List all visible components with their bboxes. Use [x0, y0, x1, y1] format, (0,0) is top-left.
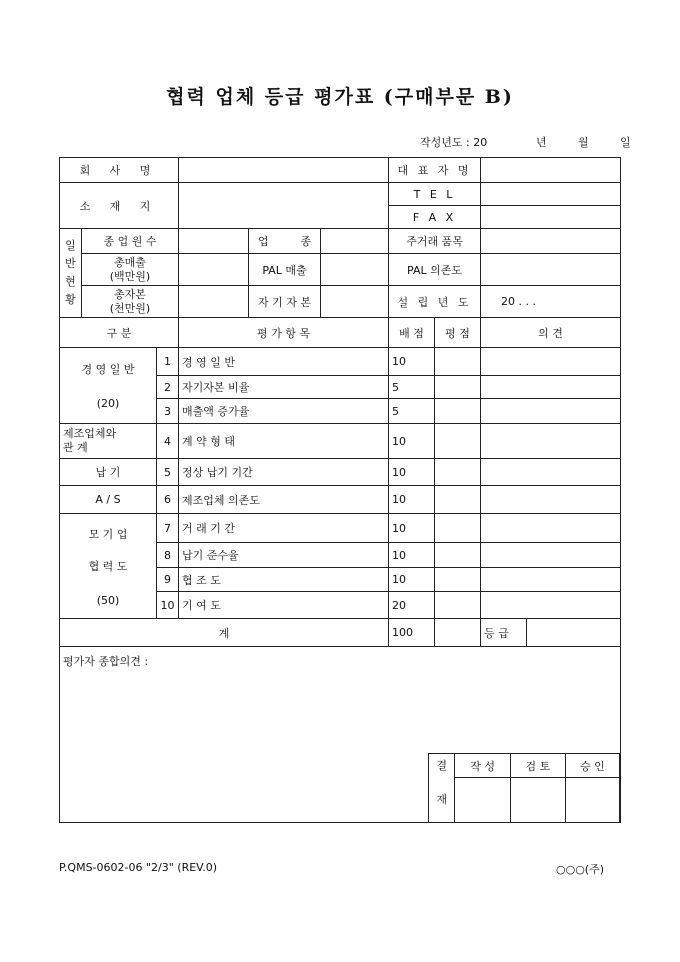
fax-label: F A X	[389, 206, 481, 229]
row-3-score[interactable]	[435, 399, 481, 424]
ceo-field[interactable]	[481, 158, 621, 183]
total-score[interactable]	[435, 619, 481, 647]
group-delivery: 납 기	[60, 459, 157, 486]
row-7-opinion[interactable]	[481, 514, 621, 543]
row-5-score[interactable]	[435, 459, 481, 486]
year-label: 작성년도 : 20	[420, 136, 488, 149]
grade-label: 등 급	[481, 619, 527, 647]
total-sales-label	[82, 254, 179, 286]
form-title: 협력 업체 등급 평가표 (구매부문 B)	[166, 86, 514, 108]
row-4-item: 계 약 형 태	[179, 424, 389, 459]
general-char-2: 반	[65, 257, 76, 270]
approval-side-bottom: 재	[436, 793, 447, 806]
approval-write-sign[interactable]	[455, 778, 511, 823]
row-3-opinion[interactable]	[481, 399, 621, 424]
general-char-1: 일	[65, 239, 76, 252]
industry-label-2: 종	[300, 235, 312, 248]
group-manufacturer-line2: 관 계	[63, 441, 88, 454]
day-unit: 일	[620, 136, 631, 149]
row-2-score[interactable]	[435, 376, 481, 399]
ceo-label: 대 표 자 명	[389, 158, 481, 183]
approval-approve-sign[interactable]	[565, 778, 619, 823]
group-management-name: 경 영 일 반	[81, 363, 135, 376]
row-8-score[interactable]	[435, 543, 481, 568]
row-7-score[interactable]	[435, 514, 481, 543]
score-header: 평 점	[435, 318, 481, 348]
capital-unit: (천만원)	[109, 301, 151, 315]
category-header: 구 분	[60, 318, 179, 348]
row-10-opinion[interactable]	[481, 592, 621, 619]
approval-box	[428, 753, 620, 823]
row-4-opinion[interactable]	[481, 424, 621, 459]
opinion-header: 의 견	[481, 318, 621, 348]
row-4-score[interactable]	[435, 424, 481, 459]
row-5-item: 정상 납기 기간	[179, 459, 389, 486]
founded-value[interactable]: 20 . . .	[481, 286, 621, 318]
group-cooperation-points: (50)	[96, 593, 120, 607]
capital-label	[82, 286, 179, 318]
total-sales-text: 총매출	[114, 255, 146, 269]
row-3-no: 3	[157, 399, 179, 424]
row-10-item: 기 여 도	[179, 592, 389, 619]
fax-field[interactable]	[481, 206, 621, 229]
approval-write-label: 작 성	[455, 754, 511, 778]
row-6-score[interactable]	[435, 486, 481, 514]
row-5-opinion[interactable]	[481, 459, 621, 486]
row-10-score[interactable]	[435, 592, 481, 619]
group-cooperation-line2: 협 력 도	[88, 559, 128, 573]
row-6-opinion[interactable]	[481, 486, 621, 514]
total-sales-unit: (백만원)	[109, 269, 151, 283]
row-5-allotted: 10	[389, 459, 435, 486]
group-manufacturer	[60, 424, 157, 459]
row-8-item: 납기 준수율	[179, 543, 389, 568]
pal-dependency-field[interactable]	[481, 254, 621, 286]
company-mark: ○○○(주)	[556, 863, 605, 876]
row-8-no: 8	[157, 543, 179, 568]
equity-field[interactable]	[321, 286, 389, 318]
overall-opinion-label: 평가자 종합의견 :	[63, 655, 149, 668]
general-char-4: 황	[65, 293, 76, 306]
approval-approve-label: 승 인	[565, 754, 619, 778]
address-label: 소 재 지	[60, 183, 179, 229]
row-9-no: 9	[157, 568, 179, 592]
equity-label: 자 기 자 본	[249, 286, 321, 318]
capital-text: 총자본	[114, 287, 146, 301]
row-2-no: 2	[157, 376, 179, 399]
evaluation-table	[59, 157, 621, 823]
row-8-opinion[interactable]	[481, 543, 621, 568]
founded-label: 설 립 년 도	[389, 286, 481, 318]
approval-side	[429, 754, 455, 823]
month-unit: 월	[578, 136, 589, 149]
row-7-item: 거 래 기 간	[179, 514, 389, 543]
row-9-allotted: 10	[389, 568, 435, 592]
group-cooperation	[60, 514, 157, 619]
row-9-score[interactable]	[435, 568, 481, 592]
company-name-field[interactable]	[179, 158, 389, 183]
row-1-item: 경 영 일 반	[179, 348, 389, 376]
row-4-allotted: 10	[389, 424, 435, 459]
general-char-3: 현	[65, 275, 76, 288]
industry-label	[249, 229, 321, 254]
industry-label-1: 업	[257, 235, 269, 248]
tel-field[interactable]	[481, 183, 621, 206]
row-10-allotted: 20	[389, 592, 435, 619]
total-sales-field[interactable]	[179, 254, 249, 286]
row-10-no: 10	[157, 592, 179, 619]
pal-sales-label: PAL 매출	[249, 254, 321, 286]
year-unit: 년	[536, 136, 547, 149]
approval-side-top: 결	[436, 759, 447, 772]
pal-dependency-label: PAL 의존도	[389, 254, 481, 286]
row-7-no: 7	[157, 514, 179, 543]
employees-label: 종 업 원 수	[82, 229, 179, 254]
row-5-no: 5	[157, 459, 179, 486]
row-6-item: 제조업체 의존도	[179, 486, 389, 514]
pal-sales-field[interactable]	[321, 254, 389, 286]
main-items-label: 주거래 품목	[389, 229, 481, 254]
industry-field[interactable]	[321, 229, 389, 254]
row-1-no: 1	[157, 348, 179, 376]
row-1-allotted: 10	[389, 348, 435, 376]
general-status-label	[60, 229, 82, 318]
row-2-allotted: 5	[389, 376, 435, 399]
row-7-allotted: 10	[389, 514, 435, 543]
row-6-no: 6	[157, 486, 179, 514]
group-cooperation-line1: 모 기 업	[88, 527, 128, 541]
total-allotted: 100	[389, 619, 435, 647]
row-4-no: 4	[157, 424, 179, 459]
group-as: A / S	[60, 486, 157, 514]
row-2-item: 자기자본 비율	[179, 376, 389, 399]
row-1-score[interactable]	[435, 348, 481, 376]
row-6-allotted: 10	[389, 486, 435, 514]
group-manufacturer-line1: 제조업체와	[63, 427, 117, 440]
main-items-field[interactable]	[481, 229, 621, 254]
row-9-item: 협 조 도	[179, 568, 389, 592]
approval-review-label: 검 토	[510, 754, 565, 778]
row-2-opinion[interactable]	[481, 376, 621, 399]
row-3-item: 매출액 증가율	[179, 399, 389, 424]
row-8-allotted: 10	[389, 543, 435, 568]
approval-review-sign[interactable]	[510, 778, 565, 823]
overall-opinion-area[interactable]	[60, 647, 621, 823]
group-management	[60, 348, 157, 424]
tel-label: T E L	[389, 183, 481, 206]
capital-field[interactable]	[179, 286, 249, 318]
row-3-allotted: 5	[389, 399, 435, 424]
group-management-points: (20)	[96, 397, 120, 410]
items-header: 평 가 항 목	[179, 318, 389, 348]
grade-field[interactable]	[527, 619, 621, 647]
company-name-label: 회 사 명	[60, 158, 179, 183]
total-label: 계	[60, 619, 389, 647]
row-1-opinion[interactable]	[481, 348, 621, 376]
employees-field[interactable]	[179, 229, 249, 254]
doc-code: P.QMS-0602-06 "2/3" (REV.0)	[59, 861, 218, 874]
row-9-opinion[interactable]	[481, 568, 621, 592]
allotted-header: 배 점	[389, 318, 435, 348]
address-field[interactable]	[179, 183, 389, 229]
